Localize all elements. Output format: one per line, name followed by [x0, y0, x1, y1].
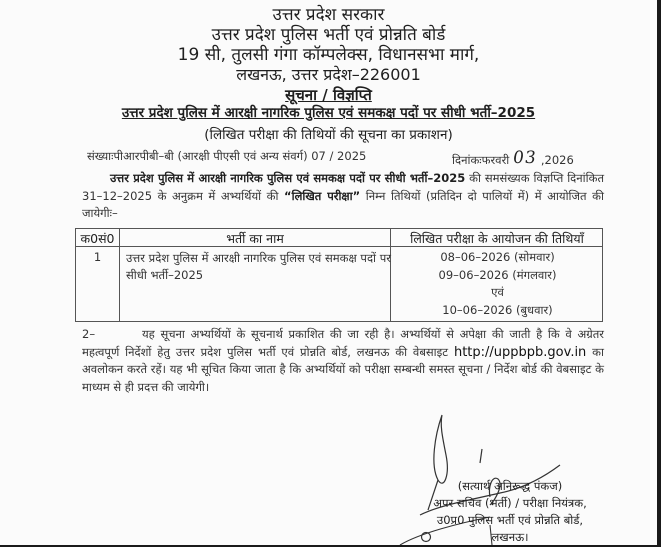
board-city: लखनऊ, उत्तर प्रदेश–226001: [236, 65, 421, 84]
table-cell-sno: 1: [93, 250, 102, 264]
board-address: 19 सी, तुलसी गंगा कॉम्पलेक्स, विधानसभा मार्ग,: [177, 45, 480, 65]
notice-subject-text: उत्तर प्रदेश पुलिस में आरक्षी नागरिक पुलिस एवं समकक्ष पदों पर सीधी भर्ती–2025: [121, 105, 536, 121]
exam-dates-table: [75, 228, 603, 322]
reference-date: [452, 149, 574, 169]
table-cell-dates: [392, 249, 603, 319]
paragraph-1-quote: “लिखित परीक्षा”: [284, 188, 361, 203]
exam-date-3: 10–06–2026 (बुधवार): [442, 302, 553, 317]
handwritten-day: 03: [511, 148, 539, 168]
exam-date-conjunction: एवं: [491, 285, 504, 299]
govt-header: उत्तर प्रदेश सरकार: [272, 5, 385, 25]
signatory-organization: उ0प्र0 पुलिस भर्ती एवं प्रोन्नति बोर्ड,: [436, 513, 584, 527]
notice-subtitle: (लिखित परीक्षा की तिथियों की सूचना का प्रकाशन): [204, 127, 453, 143]
paragraph-2: [82, 326, 604, 396]
paragraph-2-number: 2–: [82, 327, 96, 341]
website-link[interactable]: http://uppbpb.gov.in: [453, 344, 587, 360]
date-year: ,2026: [540, 153, 574, 167]
paragraph-1-bold-lead: उत्तर प्रदेश पुलिस में आरक्षी नागरिक पुलिस एवं समकक्ष पदों पर सीधी भर्ती–2025: [110, 171, 466, 185]
notice-title-text: सूचना / विज्ञप्ति: [285, 86, 372, 104]
paragraph-2-text-a: यह सूचना अभ्यर्थियों के सूचनार्थ प्रकाशित की जा रही है। अभ्यर्थियों से अपेक्षा की जाती है कि वे अग्रेतर महत्वपूर्ण निर्देशों हेतु उत्तर प्रदेश पुलिस भर्ती एवं प्रोन्नति बोर्ड, लखनऊ की वेबसाइट: [82, 327, 604, 359]
signatory-city: लखनऊ।: [491, 530, 529, 544]
paragraph-1-text-a: की समसंख्यक विज्ञप्ति दिनांकित 31–12–2025 के अनुक्रम में अभ्यर्थियों की: [82, 171, 605, 203]
notice-title: [0, 85, 657, 105]
table-header-name: भर्ती का नाम: [226, 231, 284, 246]
paragraph-2-text-b: का अवलोकन करते रहें। यह भी सूचित किया जाता है कि अभ्यर्थियों को परीक्षा सम्बन्धी समस्त सूचना / निर्देश बोर्ड की वेबसाइट के माध्यम से ही प्रदत्त की जायेगी।: [82, 344, 604, 394]
table-cell-name: उत्तर प्रदेश पुलिस में आरक्षी नागरिक पुलिस एवं समकक्ष पदों पर सीधी भर्ती–2025: [126, 251, 391, 282]
table-header-dates: लिखित परीक्षा के आयोजन की तिथियाँ: [410, 231, 584, 246]
paragraph-1: [82, 170, 604, 223]
table-header-sno: क0सं0: [80, 231, 115, 246]
signature-block: [395, 478, 625, 545]
exam-date-2: 09–06–2026 (मंगलवार): [438, 267, 557, 282]
notice-subject: [0, 103, 657, 121]
reference-number: संख्याःपीआरपीबी–बी (आरक्षी पीएसी एवं अन्य संवर्ग) 07 / 2025: [87, 149, 367, 163]
signatory-name: (सत्यार्थ अनिरूद्ध पंकज): [457, 479, 563, 493]
date-label: दिनांकःफरवरी: [452, 153, 510, 167]
exam-date-1: 08–06–2026 (सोमवार): [440, 250, 555, 264]
board-name: उत्तर प्रदेश पुलिस भर्ती एवं प्रोन्नति बोर्ड: [211, 25, 446, 45]
signatory-designation: अपर सचिव (भर्ती) / परीक्षा नियंत्रक,: [433, 496, 587, 510]
paragraph-1-text-b: निम्न तिथियों (प्रतिदिन दो पालियों में) में आयोजित की जायेगीः–: [82, 188, 604, 220]
